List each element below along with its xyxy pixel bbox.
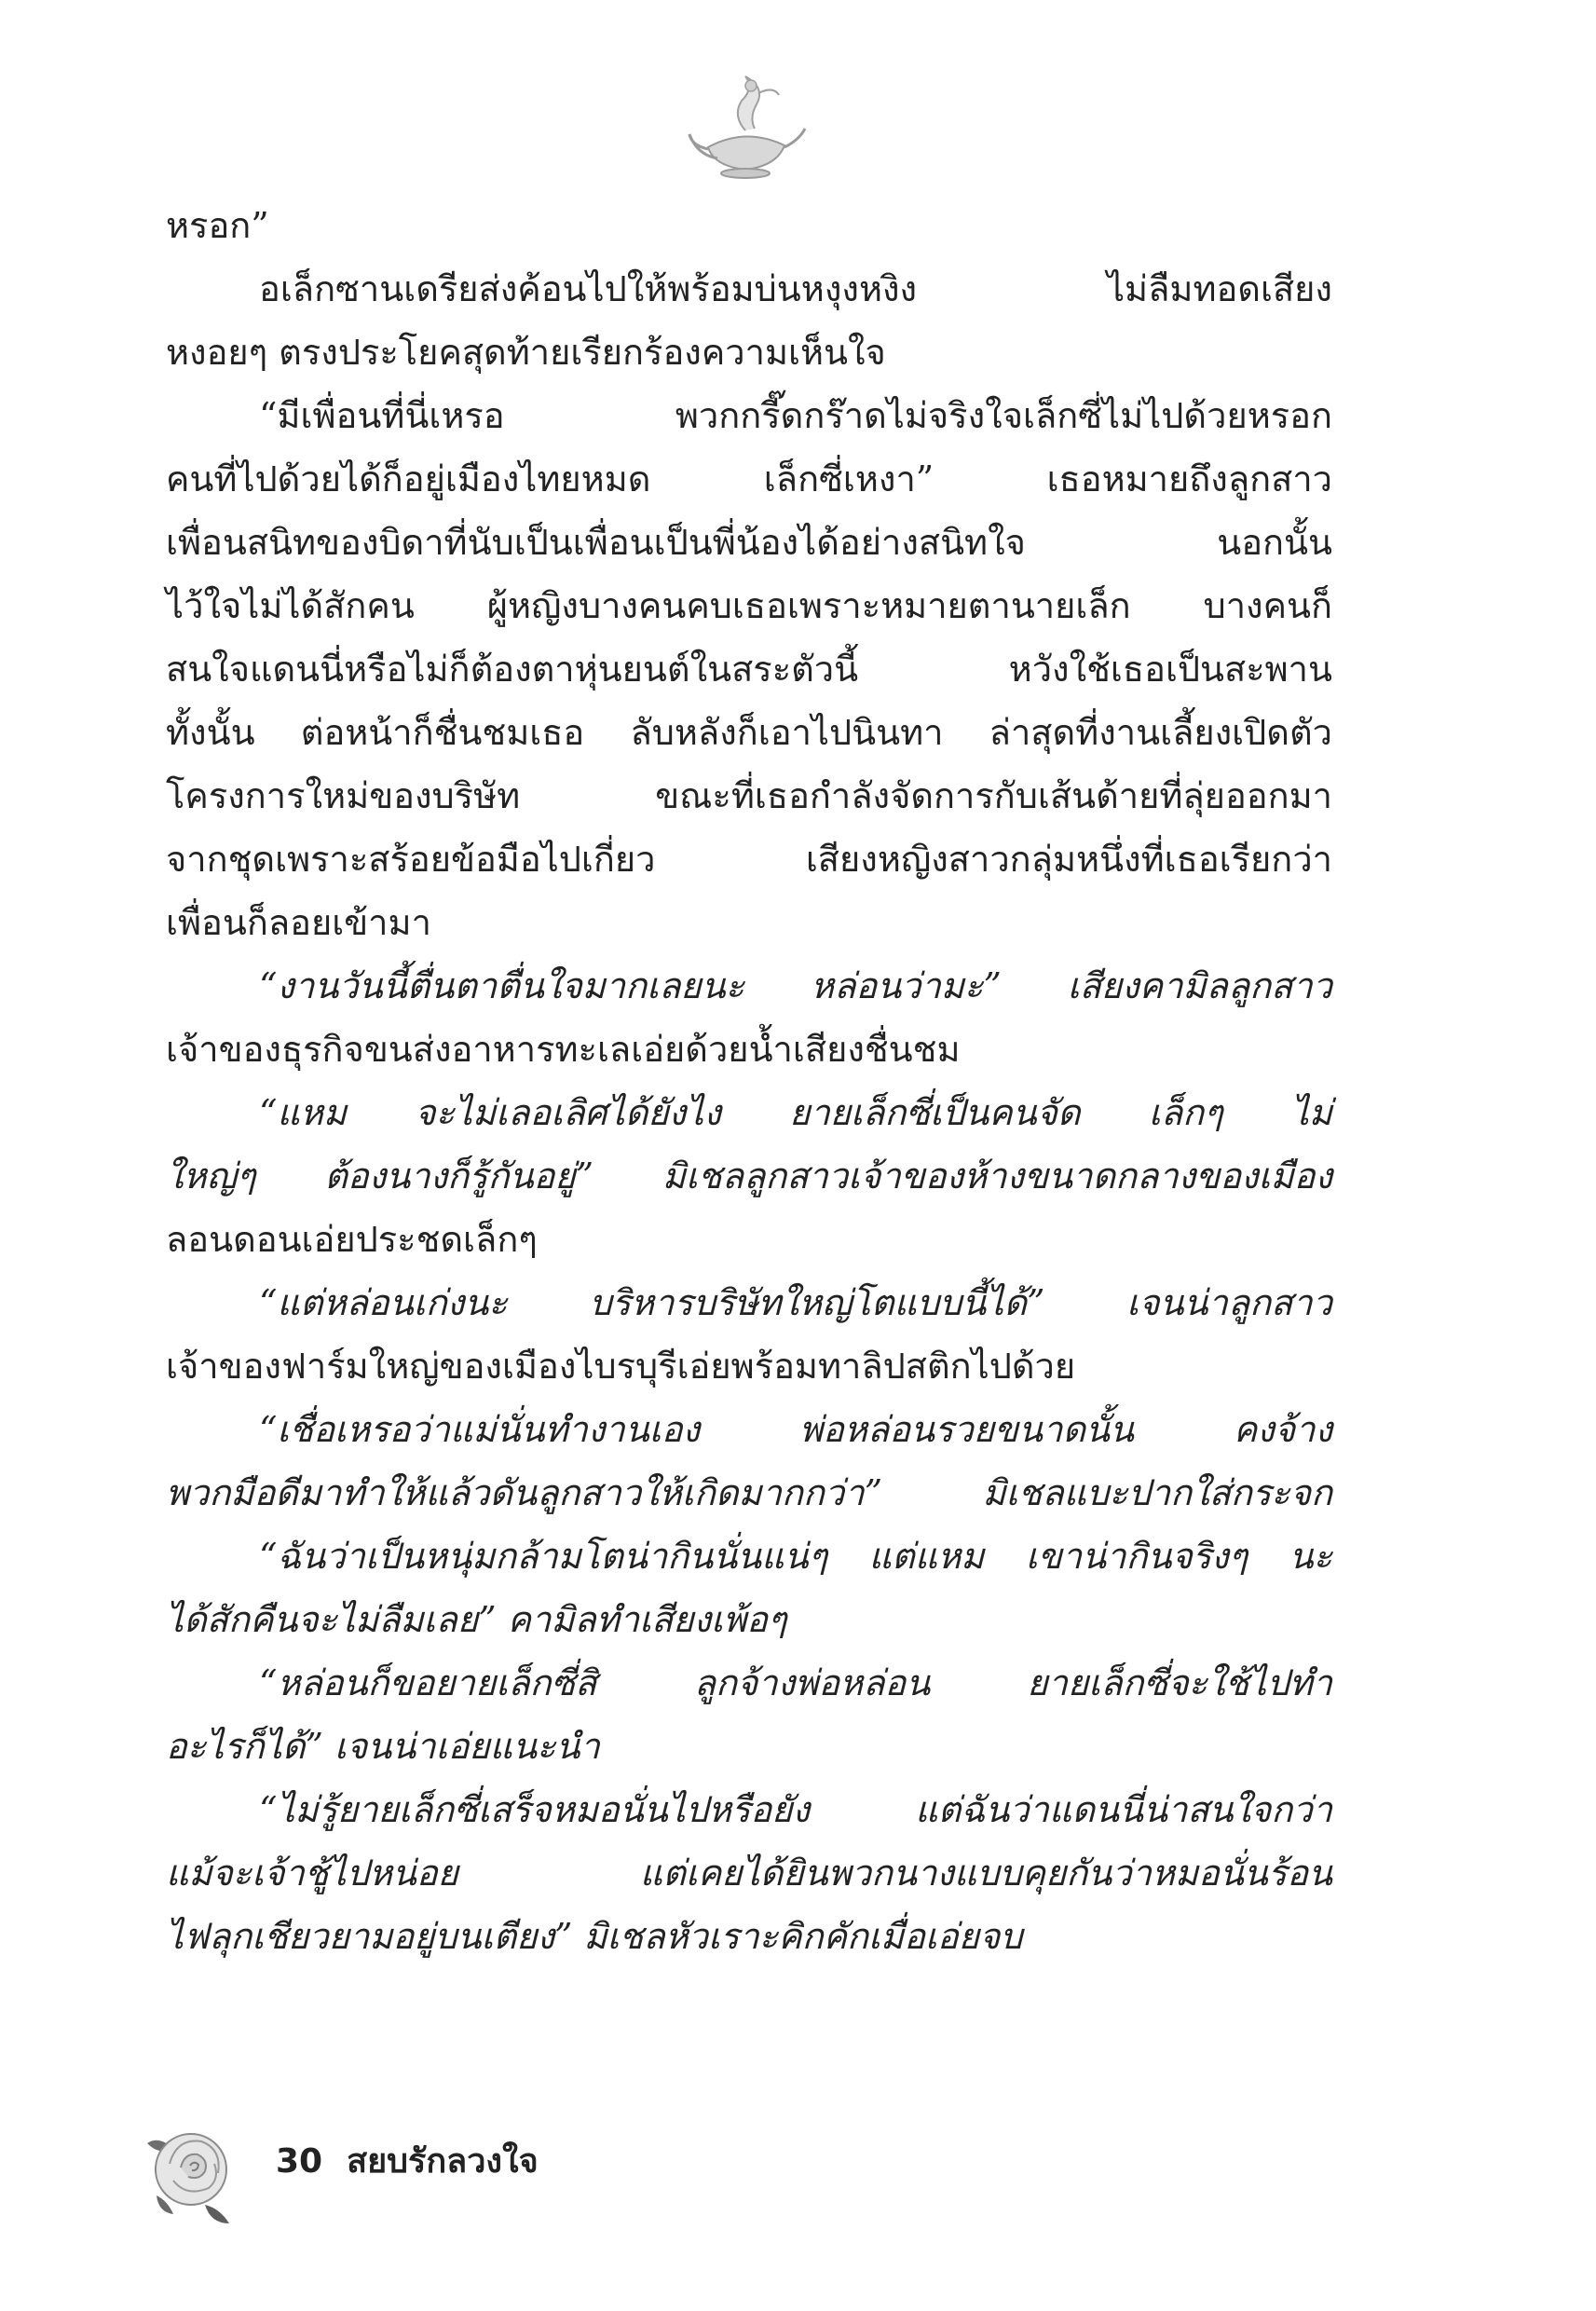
- text-line: “เชื่อเหรอว่าแม่นั่นทำงานเอง พ่อหล่อนรวยขนาดนั้น คงจ้าง: [259, 1409, 1332, 1450]
- text-line: โครงการใหม่ของบริษัท ขณะที่เธอกำลังจัดการกับเส้นด้ายที่ลุ่ยออกมา: [166, 775, 1332, 816]
- text-line: “ไม่รู้ยายเล็กซี่เสร็จหมอนั่นไปหรือยัง แต่ฉันว่าแดนนี่น่าสนใจกว่า: [259, 1789, 1332, 1830]
- text-line: เจ้าของฟาร์มใหญ่ของเมืองไบรบุรีเอ่ยพร้อมทาลิปสติกไปด้วย: [166, 1346, 1076, 1387]
- body-text: [166, 198, 1332, 2080]
- text-line: อเล็กซานเดรียส่งค้อนไปให้พร้อมบ่นหงุงหงิง ไม่ลืมทอดเสียง: [259, 268, 1332, 309]
- text-line: เพื่อนสนิทของบิดาที่นับเป็นเพื่อนเป็นพี่น้องได้อย่างสนิทใจ นอกนั้น: [166, 522, 1332, 563]
- text-line: ใหญ่ๆ ต้องนางก็รู้กันอยู่” มิเชลลูกสาวเจ้าของห้างขนาดกลางของเมือง: [166, 1156, 1332, 1197]
- text-line: คนที่ไปด้วยได้ก็อยู่เมืองไทยหมด เล็กซี่เหงา” เธอหมายถึงลูกสาว: [166, 458, 1332, 499]
- text-line: เพื่อนก็ลอยเข้ามา: [166, 902, 431, 943]
- text-line: แม้จะเจ้าชู้ไปหน่อย แต่เคยได้ยินพวกนางแบบคุยกันว่าหมอนั่นร้อน: [166, 1853, 1332, 1894]
- text-line: “ฉันว่าเป็นหนุ่มกล้ามโตน่ากินนั่นแน่ๆ แต่แหม เขาน่ากินจริงๆ นะ: [259, 1536, 1332, 1577]
- text-line: ไว้ใจไม่ได้สักคน ผู้หญิงบางคนคบเธอเพราะหมายตานายเล็ก บางคนก็: [166, 585, 1332, 626]
- text-line: “แต่หล่อนเก่งนะ บริหารบริษัทใหญ่โตแบบนี้ได้” เจนน่าลูกสาว: [259, 1282, 1332, 1323]
- text-line: ไฟลุกเชียวยามอยู่บนเตียง” มิเชลหัวเราะคิกคักเมื่อเอ่ยจบ: [166, 1916, 1023, 1957]
- text-line: “หล่อนก็ขอยายเล็กซี่สิ ลูกจ้างพ่อหล่อน ยายเล็กซี่จะใช้ไปทำ: [259, 1662, 1332, 1703]
- text-line: หรอก”: [166, 205, 269, 246]
- lamp-genie-icon: [680, 73, 811, 185]
- rose-icon: [140, 2115, 242, 2227]
- text-line: อะไรก็ได้” เจนน่าเอ่ยแนะนำ: [166, 1726, 600, 1767]
- text-line: เจ้าของธุรกิจขนส่งอาหารทะเลเอ่ยด้วยน้ำเสียงชื่นชม: [166, 1029, 961, 1070]
- text-line: ลอนดอนเอ่ยประชดเล็กๆ: [166, 1219, 538, 1260]
- text-line: “มีเพื่อนที่นี่เหรอ พวกกรี๊ดกร๊าดไม่จริงใจเล็กซี่ไม่ไปด้วยหรอก: [259, 395, 1332, 436]
- text-line: “งานวันนี้ตื่นตาตื่นใจมากเลยนะ หล่อนว่ามะ” เสียงคามิลลูกสาว: [259, 965, 1332, 1006]
- page-number: 30: [276, 2142, 323, 2181]
- book-title: สยบรักลวงใจ: [347, 2142, 539, 2181]
- text-line: หงอยๆ ตรงประโยคสุดท้ายเรียกร้องความเห็นใจ: [166, 332, 886, 373]
- text-line: พวกมือดีมาทำให้แล้วดันลูกสาวให้เกิดมากกว่า” มิเชลแบะปากใส่กระจก: [166, 1472, 1332, 1513]
- text-line: “แหม จะไม่เลอเลิศได้ยังไง ยายเล็กซี่เป็นคนจัด เล็กๆ ไม่: [259, 1092, 1332, 1133]
- text-line: ทั้งนั้น ต่อหน้าก็ชื่นชมเธอ ลับหลังก็เอาไปนินทา ล่าสุดที่งานเลี้ยงเปิดตัว: [166, 712, 1332, 753]
- text-line: สนใจแดนนี่หรือไม่ก็ต้องตาหุ่นยนต์ในสระตัวนี้ หวังใช้เธอเป็นสะพาน: [166, 649, 1332, 690]
- page-footer: [276, 2134, 563, 2187]
- text-line: จากชุดเพราะสร้อยข้อมือไปเกี่ยว เสียงหญิงสาวกลุ่มหนึ่งที่เธอเรียกว่า: [166, 839, 1332, 880]
- text-line: ได้สักคืนจะไม่ลืมเลย” คามิลทำเสียงเพ้อๆ: [166, 1599, 787, 1640]
